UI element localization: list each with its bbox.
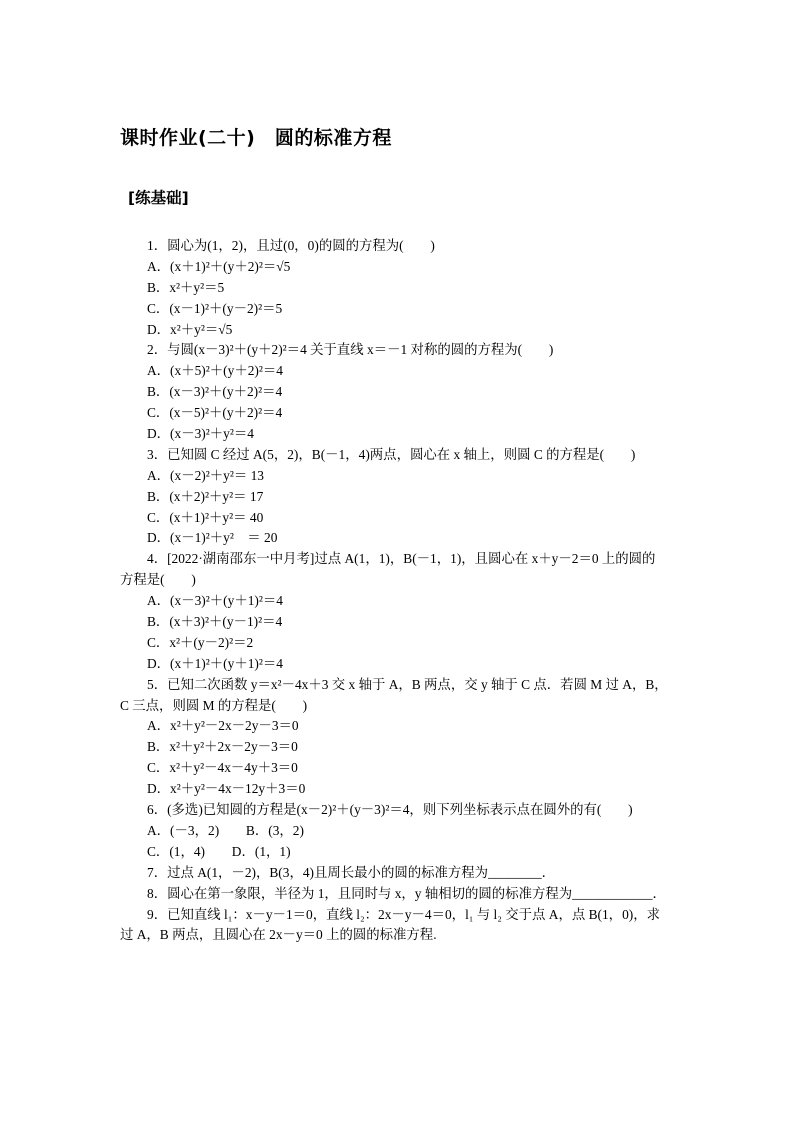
question-3-option-a: A．(x－2)²＋y²＝ 13 — [147, 467, 265, 483]
question-7-stem: 7．过点 A(1，－2)，B(3，4)且周长最小的圆的标准方程为________． — [147, 864, 556, 880]
section-heading: [练基础] — [128, 189, 189, 207]
question-5-stem: 5．已知二次函数 y＝x²－4x＋3 交 x 轴于 A，B 两点，交 y 轴于 C 点．若圆 M 过 A，B， — [147, 676, 668, 692]
question-9-stem-continued: 过 A，B 两点，且圆心在 2x－y＝0 上的圆的标准方程. — [120, 927, 437, 943]
question-4-option-d: D．(x＋1)²＋(y＋1)²＝4 — [147, 655, 283, 671]
question-2-option-c: C．(x－5)²＋(y＋2)²＝4 — [147, 405, 283, 421]
question-3-option-d: D．(x－1)²＋y² ＝ 20 — [147, 530, 278, 546]
question-2-option-b: B．(x－3)²＋(y＋2)²＝4 — [147, 384, 283, 400]
question-2-option-a: A．(x＋5)²＋(y＋2)²＝4 — [147, 363, 283, 379]
question-5-option-c: C．x²＋y²－4x－4y＋3＝0 — [147, 760, 298, 776]
question-1-option-b: B．x²＋y²＝5 — [147, 279, 225, 295]
question-4-option-a: A．(x－3)²＋(y＋1)²＝4 — [147, 593, 283, 609]
question-9-stem: 9．已知直线 l₁：x－y－1＝0，直线 l₂：2x－y－4＝0，l₁ 与 l₂ 交于点 A，点 B(1，0)，求 — [147, 906, 661, 922]
question-5-option-d: D．x²＋y²－4x－12y＋3＝0 — [147, 781, 306, 797]
question-1-stem: 1．圆心为(1，2)，且过(0，0)的圆的方程为( ) — [147, 238, 435, 253]
page-title: 课时作业(二十) 圆的标准方程 — [120, 127, 392, 149]
question-2-stem: 2．与圆(x－3)²＋(y＋2)²＝4 关于直线 x＝－1 对称的圆的方程为( ) — [147, 342, 554, 358]
question-8-stem: 8．圆心在第一象限，半径为 1，且同时与 x，y 轴相切的圆的标准方程为____________． — [147, 885, 666, 901]
question-6-options-row-1: A．(－3，2) B．(3，2) — [147, 822, 304, 838]
question-3-option-c: C．(x＋1)²＋y²＝ 40 — [147, 509, 264, 525]
question-1-option-a: A．(x＋1)²＋(y＋2)²＝√5 — [147, 258, 291, 274]
question-4-stem-continued: 方程是( ) — [120, 572, 196, 588]
question-1-option-d: D．x²＋y²＝√5 — [147, 321, 233, 337]
question-4-stem: 4．[2022·湖南邵东一中月考]过点 A(1，1)，B(－1，1)，且圆心在 x＋y－2＝0 上的圆的 — [147, 551, 656, 567]
question-5-option-a: A．x²＋y²－2x－2y－3＝0 — [147, 718, 299, 734]
question-6-stem: 6．(多选)已知圆的方程是(x－2)²＋(y－3)²＝4，则下列坐标表示点在圆外的有( ) — [147, 802, 633, 818]
question-2-option-d: D．(x－3)²＋y²＝4 — [147, 426, 254, 442]
question-list — [120, 236, 668, 946]
question-3-option-b: B．(x＋2)²＋y²＝ 17 — [147, 488, 264, 504]
question-4-option-b: B．(x＋3)²＋(y－1)²＝4 — [147, 614, 283, 630]
question-1-option-c: C．(x－1)²＋(y－2)²＝5 — [147, 300, 283, 316]
question-6-options-row-2: C．(1，4) D．(1，1) — [147, 843, 291, 859]
question-4-option-c: C．x²＋(y－2)²＝2 — [147, 634, 254, 650]
question-3-stem: 3．已知圆 C 经过 A(5，2)，B(－1，4)两点，圆心在 x 轴上，则圆 C 的方程是( ) — [147, 446, 636, 462]
question-5-option-b: B．x²＋y²＋2x－2y－3＝0 — [147, 739, 298, 755]
question-5-stem-continued: C 三点，则圆 M 的方程是( ) — [120, 697, 308, 713]
